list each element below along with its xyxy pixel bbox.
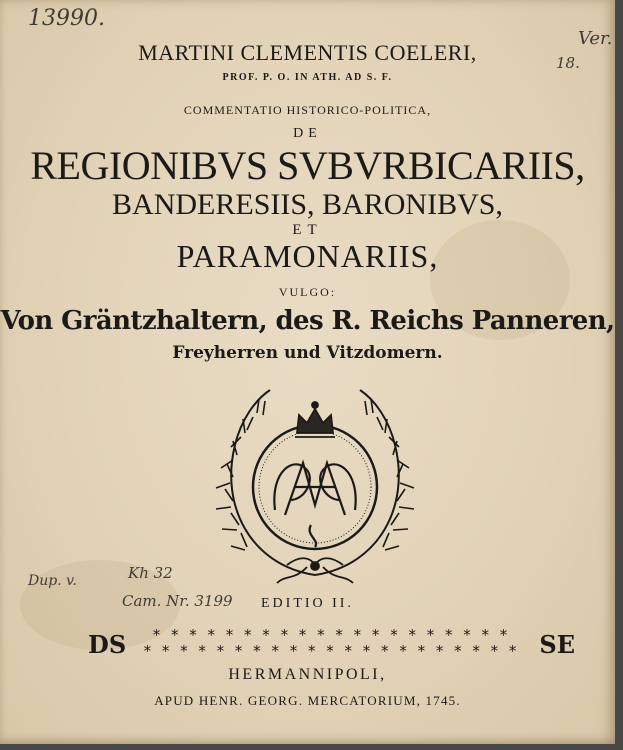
imprint-publisher: APUD HENR. GEORG. MERCATORIUM, 1745. bbox=[154, 693, 461, 708]
edition-label: EDITIO II. bbox=[261, 596, 354, 611]
margin-note: 18. bbox=[556, 54, 580, 72]
margin-note: Dup. v. bbox=[28, 573, 77, 589]
author-name: MARTINI CLEMENTIS COELERI, bbox=[138, 40, 477, 65]
title-et: ET bbox=[292, 222, 323, 238]
main-title-line-2: BANDERESIIS, BARONIBVS, bbox=[112, 188, 503, 221]
margin-note: Ver. bbox=[578, 28, 613, 49]
imprint-place: HERMANNIPOLI, bbox=[228, 666, 387, 683]
main-title-line-1: REGIONIBVS SVBVRBICARIIS, bbox=[30, 143, 585, 188]
ornament-band bbox=[88, 626, 575, 662]
shelfmark-note: 13990. bbox=[28, 6, 105, 31]
german-title-line-1: Von Gräntzhaltern, des R. Reichs Panneren, bbox=[0, 306, 615, 336]
work-genre: COMMENTATIO HISTORICO-POLITICA, bbox=[183, 103, 432, 117]
margin-note: Cam. Nr. 3199 bbox=[122, 592, 233, 610]
printers-vignette bbox=[215, 375, 415, 590]
german-title-line-2: Freyherren und Vitzdomern. bbox=[172, 343, 443, 363]
main-title-line-3: PARAMONARIIS, bbox=[176, 238, 439, 274]
star-row: * * * * * * * * * * * * * * * * * * * * * bbox=[143, 642, 520, 660]
star-row: * * * * * * * * * * * * * * * * * * * * bbox=[152, 626, 511, 644]
title-de: DE bbox=[293, 126, 322, 141]
author-title: PROF. P. O. IN ATH. AD S. F. bbox=[222, 72, 393, 83]
fleuron-left-icon: DS bbox=[88, 630, 127, 659]
fleuron-right-icon: SE bbox=[539, 630, 575, 659]
margin-note: Kh 32 bbox=[128, 564, 173, 582]
vulgo-label: VULGO: bbox=[278, 285, 337, 299]
